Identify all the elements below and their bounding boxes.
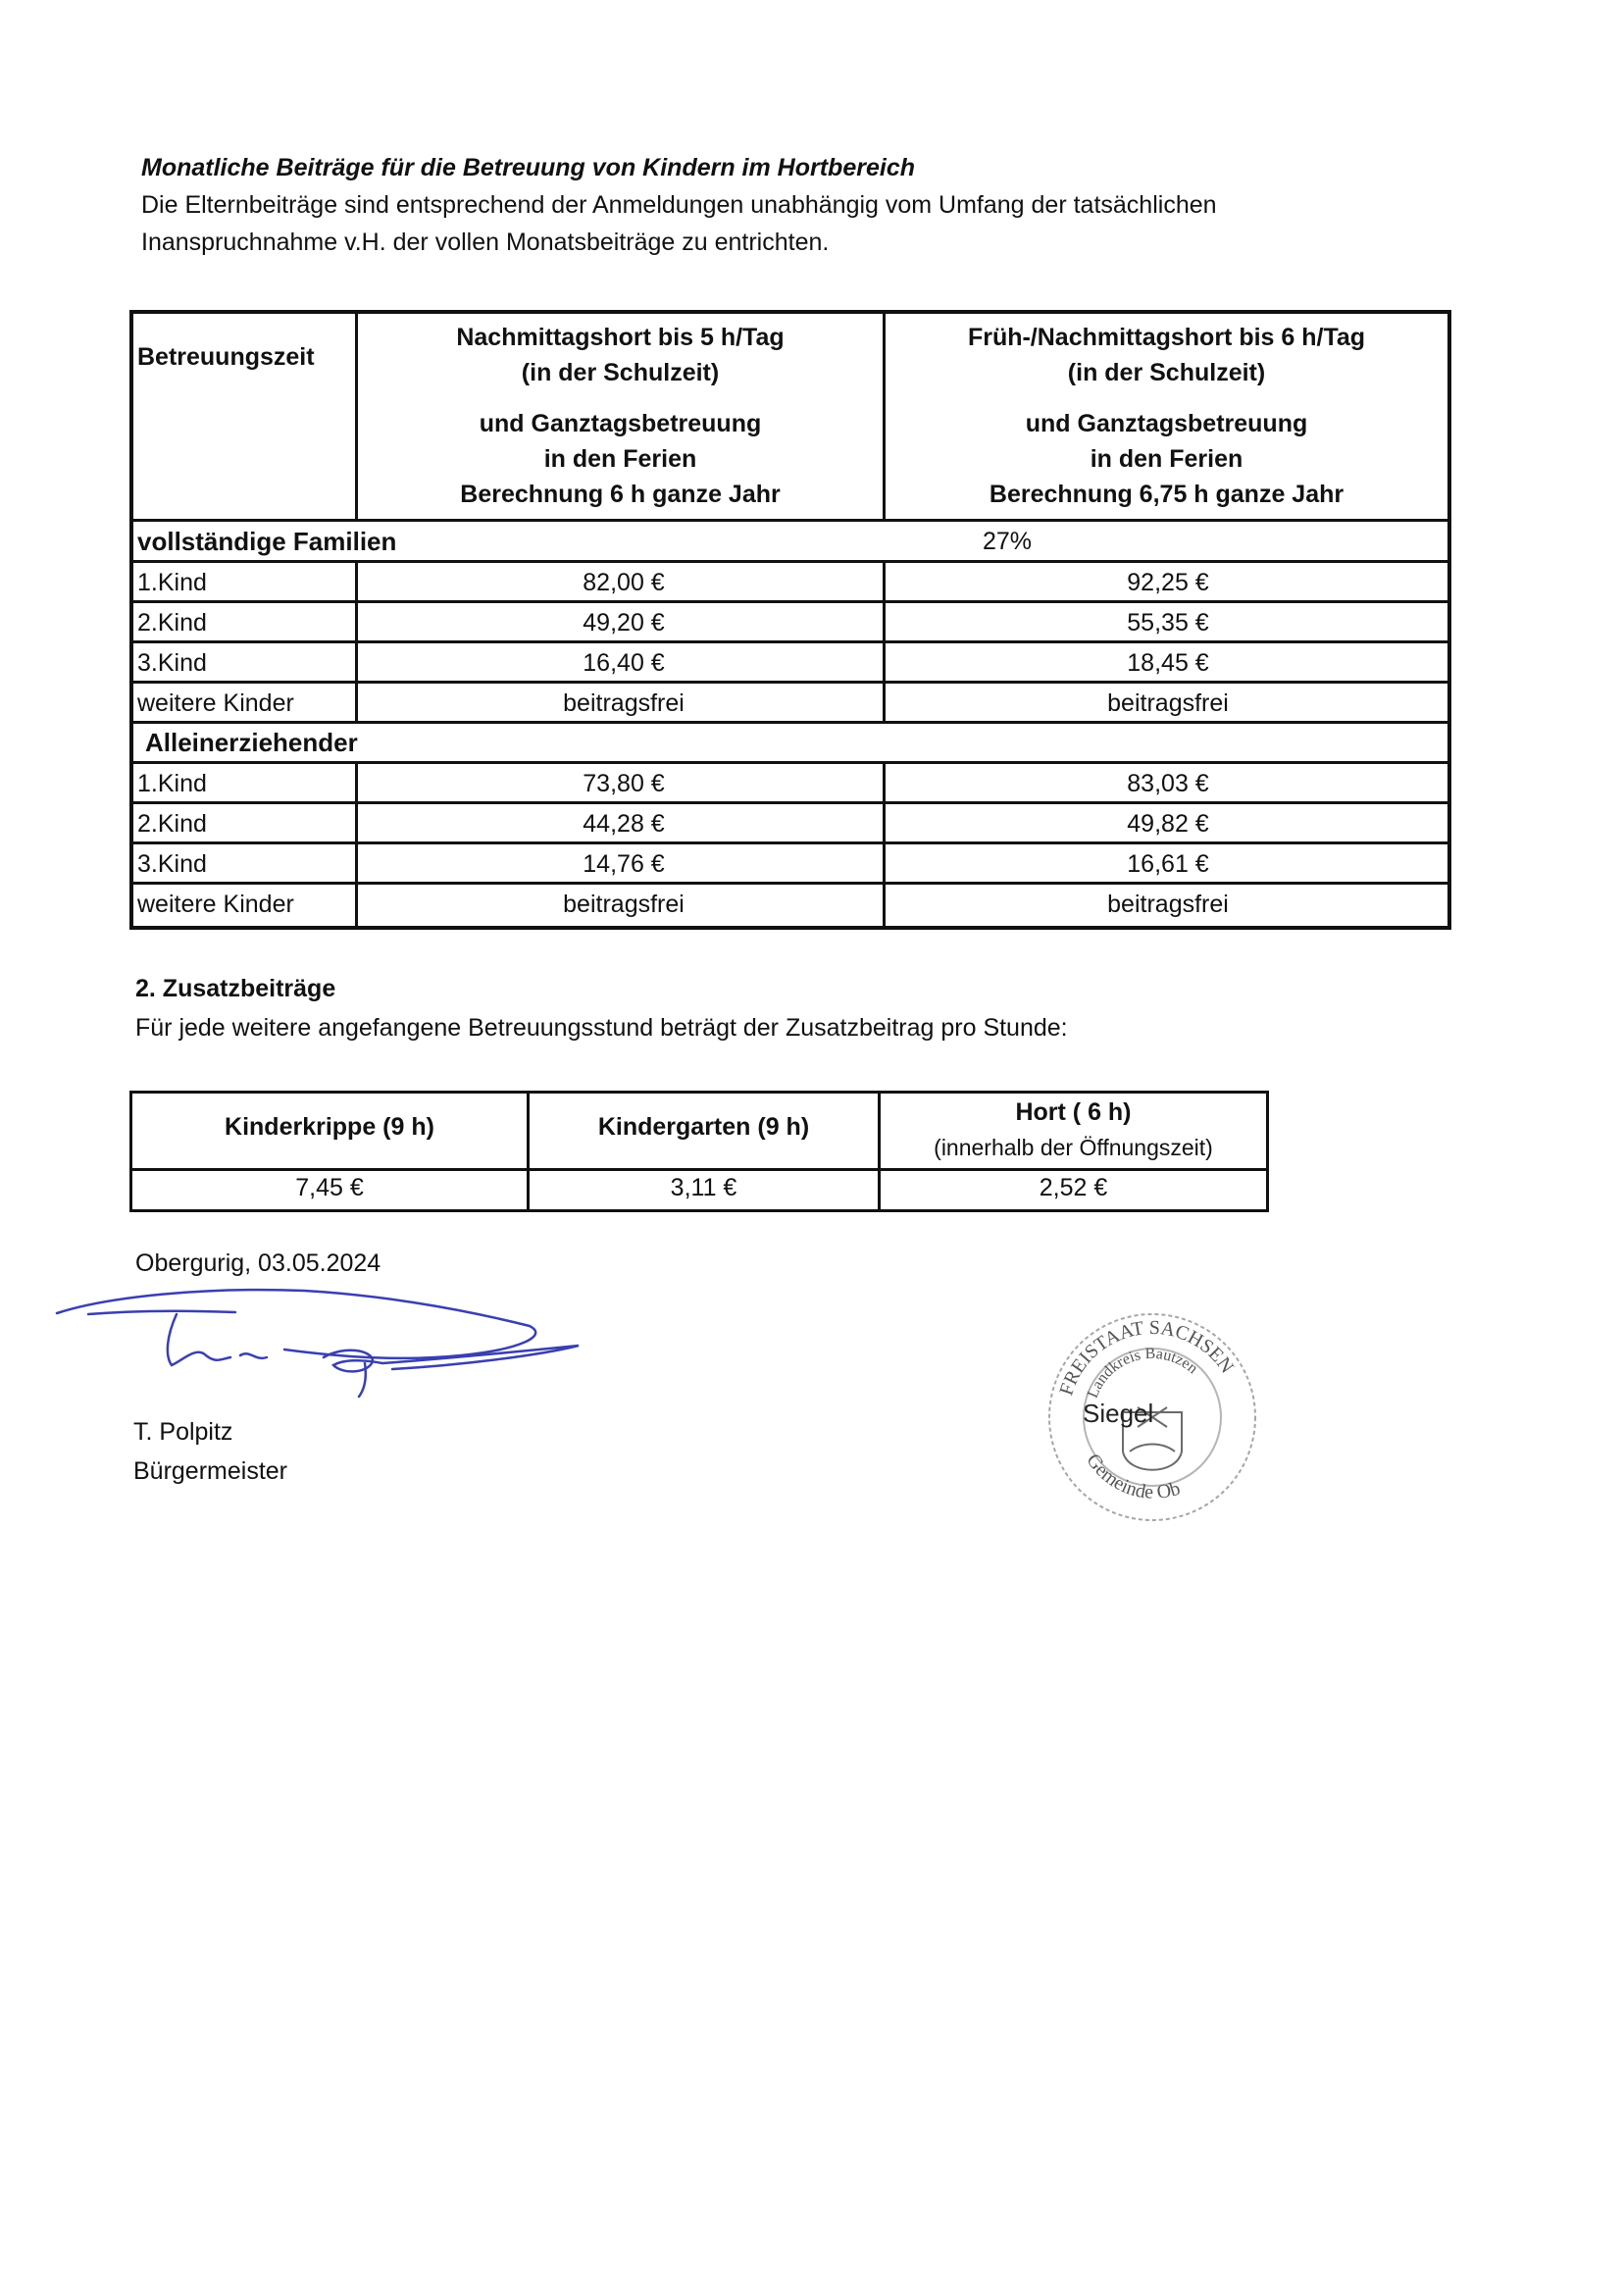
row-value-col2: beitragsfrei: [1107, 891, 1229, 918]
fee-table: [129, 310, 1451, 930]
row-label: 1.Kind: [137, 569, 207, 596]
table-row: [133, 804, 1447, 844]
signer-block: [133, 1412, 287, 1491]
header-kinderkrippe: Kinderkrippe (9 h): [225, 1113, 434, 1141]
table-header: [133, 314, 1447, 522]
value-kindergarten: 3,11 €: [670, 1174, 737, 1201]
header-hort-sub: (innerhalb der Öffnungszeit): [934, 1135, 1213, 1160]
zusatz-table: [129, 1091, 1269, 1212]
header-col1-line: Nachmittagshort bis 5 h/Tag: [456, 324, 785, 351]
svg-text:Gemeinde Ob: [1082, 1450, 1183, 1503]
header-hort: Hort ( 6 h): [1015, 1098, 1132, 1126]
table-row: [133, 885, 1447, 925]
table-row: [133, 603, 1447, 643]
place-date: Obergurig, 03.05.2024: [135, 1249, 381, 1277]
intro-line-1: Die Elternbeiträge sind entsprechend der Anmeldungen unabhängig vom Umfang der tatsächlichen: [141, 191, 1217, 219]
header-col2-line: Früh-/Nachmittagshort bis 6 h/Tag: [967, 324, 1366, 351]
table-row: [133, 764, 1447, 804]
official-seal: [1040, 1304, 1265, 1530]
row-value-col2: 92,25 €: [1127, 569, 1209, 596]
value-kinderkrippe: 7,45 €: [295, 1174, 364, 1201]
row-value-col2: 83,03 €: [1127, 770, 1209, 797]
seal-inner-text: Landkreis Bautzen: [1084, 1345, 1201, 1401]
row-value-col1: 14,76 €: [583, 850, 665, 878]
table-row: [133, 684, 1447, 724]
document-title: Monatliche Beiträge für die Betreuung von Kindern im Hortbereich: [141, 154, 915, 181]
row-label: 2.Kind: [137, 609, 207, 637]
row-value-col2: 16,61 €: [1127, 850, 1209, 878]
table-divider: [883, 563, 886, 721]
row-value-col1: 73,80 €: [583, 770, 665, 797]
section-alleinerziehender: Alleinerziehender: [145, 728, 358, 757]
table-divider: [883, 764, 886, 930]
zusatz-heading: 2. Zusatzbeiträge: [135, 975, 336, 1002]
header-col2-line: und Ganztagsbetreuung: [1025, 410, 1308, 437]
header-col2: [886, 320, 1447, 512]
seal-top-text: FREISTAAT SACHSEN: [1055, 1316, 1239, 1399]
table-row: [133, 844, 1447, 885]
intro-line-2: Inanspruchnahme v.H. der vollen Monatsbeiträge zu entrichten.: [141, 229, 830, 256]
header-col1-line: Berechnung 6 h ganze Jahr: [460, 481, 781, 508]
row-label: 1.Kind: [137, 770, 207, 797]
row-value-col2: 55,35 €: [1127, 609, 1209, 637]
row-label: 2.Kind: [137, 810, 207, 838]
signer-name: T. Polpitz: [133, 1418, 233, 1446]
header-col1-line: in den Ferien: [543, 445, 697, 473]
table-row: [133, 643, 1447, 684]
intro-block: [141, 149, 1416, 261]
section-vollstaendige-familien: vollständige Familien: [137, 527, 397, 556]
row-value-col1: 49,20 €: [583, 609, 665, 637]
row-value-col1: beitragsfrei: [563, 689, 685, 717]
signer-title: Bürgermeister: [133, 1457, 287, 1485]
seal-label: Siegel: [1083, 1399, 1154, 1428]
row-label: 3.Kind: [137, 649, 207, 677]
row-value-col2: 18,45 €: [1127, 649, 1209, 677]
zusatz-text: Für jede weitere angefangene Betreuungsstund beträgt der Zusatzbeitrag pro Stunde:: [135, 1014, 1068, 1042]
row-divider: [132, 1168, 1266, 1171]
table-divider: [355, 764, 358, 930]
row-value-col2: 49,82 €: [1127, 810, 1209, 838]
seal-bottom-text: Gemeinde Ob: [1082, 1450, 1184, 1503]
header-col1-line: und Ganztagsbetreuung: [479, 410, 762, 437]
header-col2-line: in den Ferien: [1090, 445, 1243, 473]
row-divider: [133, 721, 1447, 724]
row-value-col1: 82,00 €: [583, 569, 665, 596]
row-value-col1: beitragsfrei: [563, 891, 685, 918]
percentage-note: 27%: [983, 528, 1033, 555]
header-col2-line: Berechnung 6,75 h ganze Jahr: [989, 481, 1345, 508]
row-value-col1: 44,28 €: [583, 810, 665, 838]
value-hort: 2,52 €: [1039, 1174, 1108, 1201]
header-col2-line: (in der Schulzeit): [1067, 359, 1266, 386]
table-divider: [355, 563, 358, 721]
table-row: [133, 563, 1447, 603]
row-value-col2: beitragsfrei: [1107, 689, 1229, 717]
row-label: 3.Kind: [137, 850, 207, 878]
handwritten-signature: [49, 1267, 598, 1404]
row-label: weitere Kinder: [137, 689, 294, 717]
zusatz-section: [135, 969, 1068, 1047]
row-value-col1: 16,40 €: [583, 649, 665, 677]
header-kindergarten: Kindergarten (9 h): [597, 1113, 810, 1141]
header-col1: [358, 320, 883, 512]
header-betreuungszeit: Betreuungszeit: [137, 343, 315, 371]
header-col1-line: (in der Schulzeit): [521, 359, 720, 386]
row-label: weitere Kinder: [137, 891, 294, 918]
